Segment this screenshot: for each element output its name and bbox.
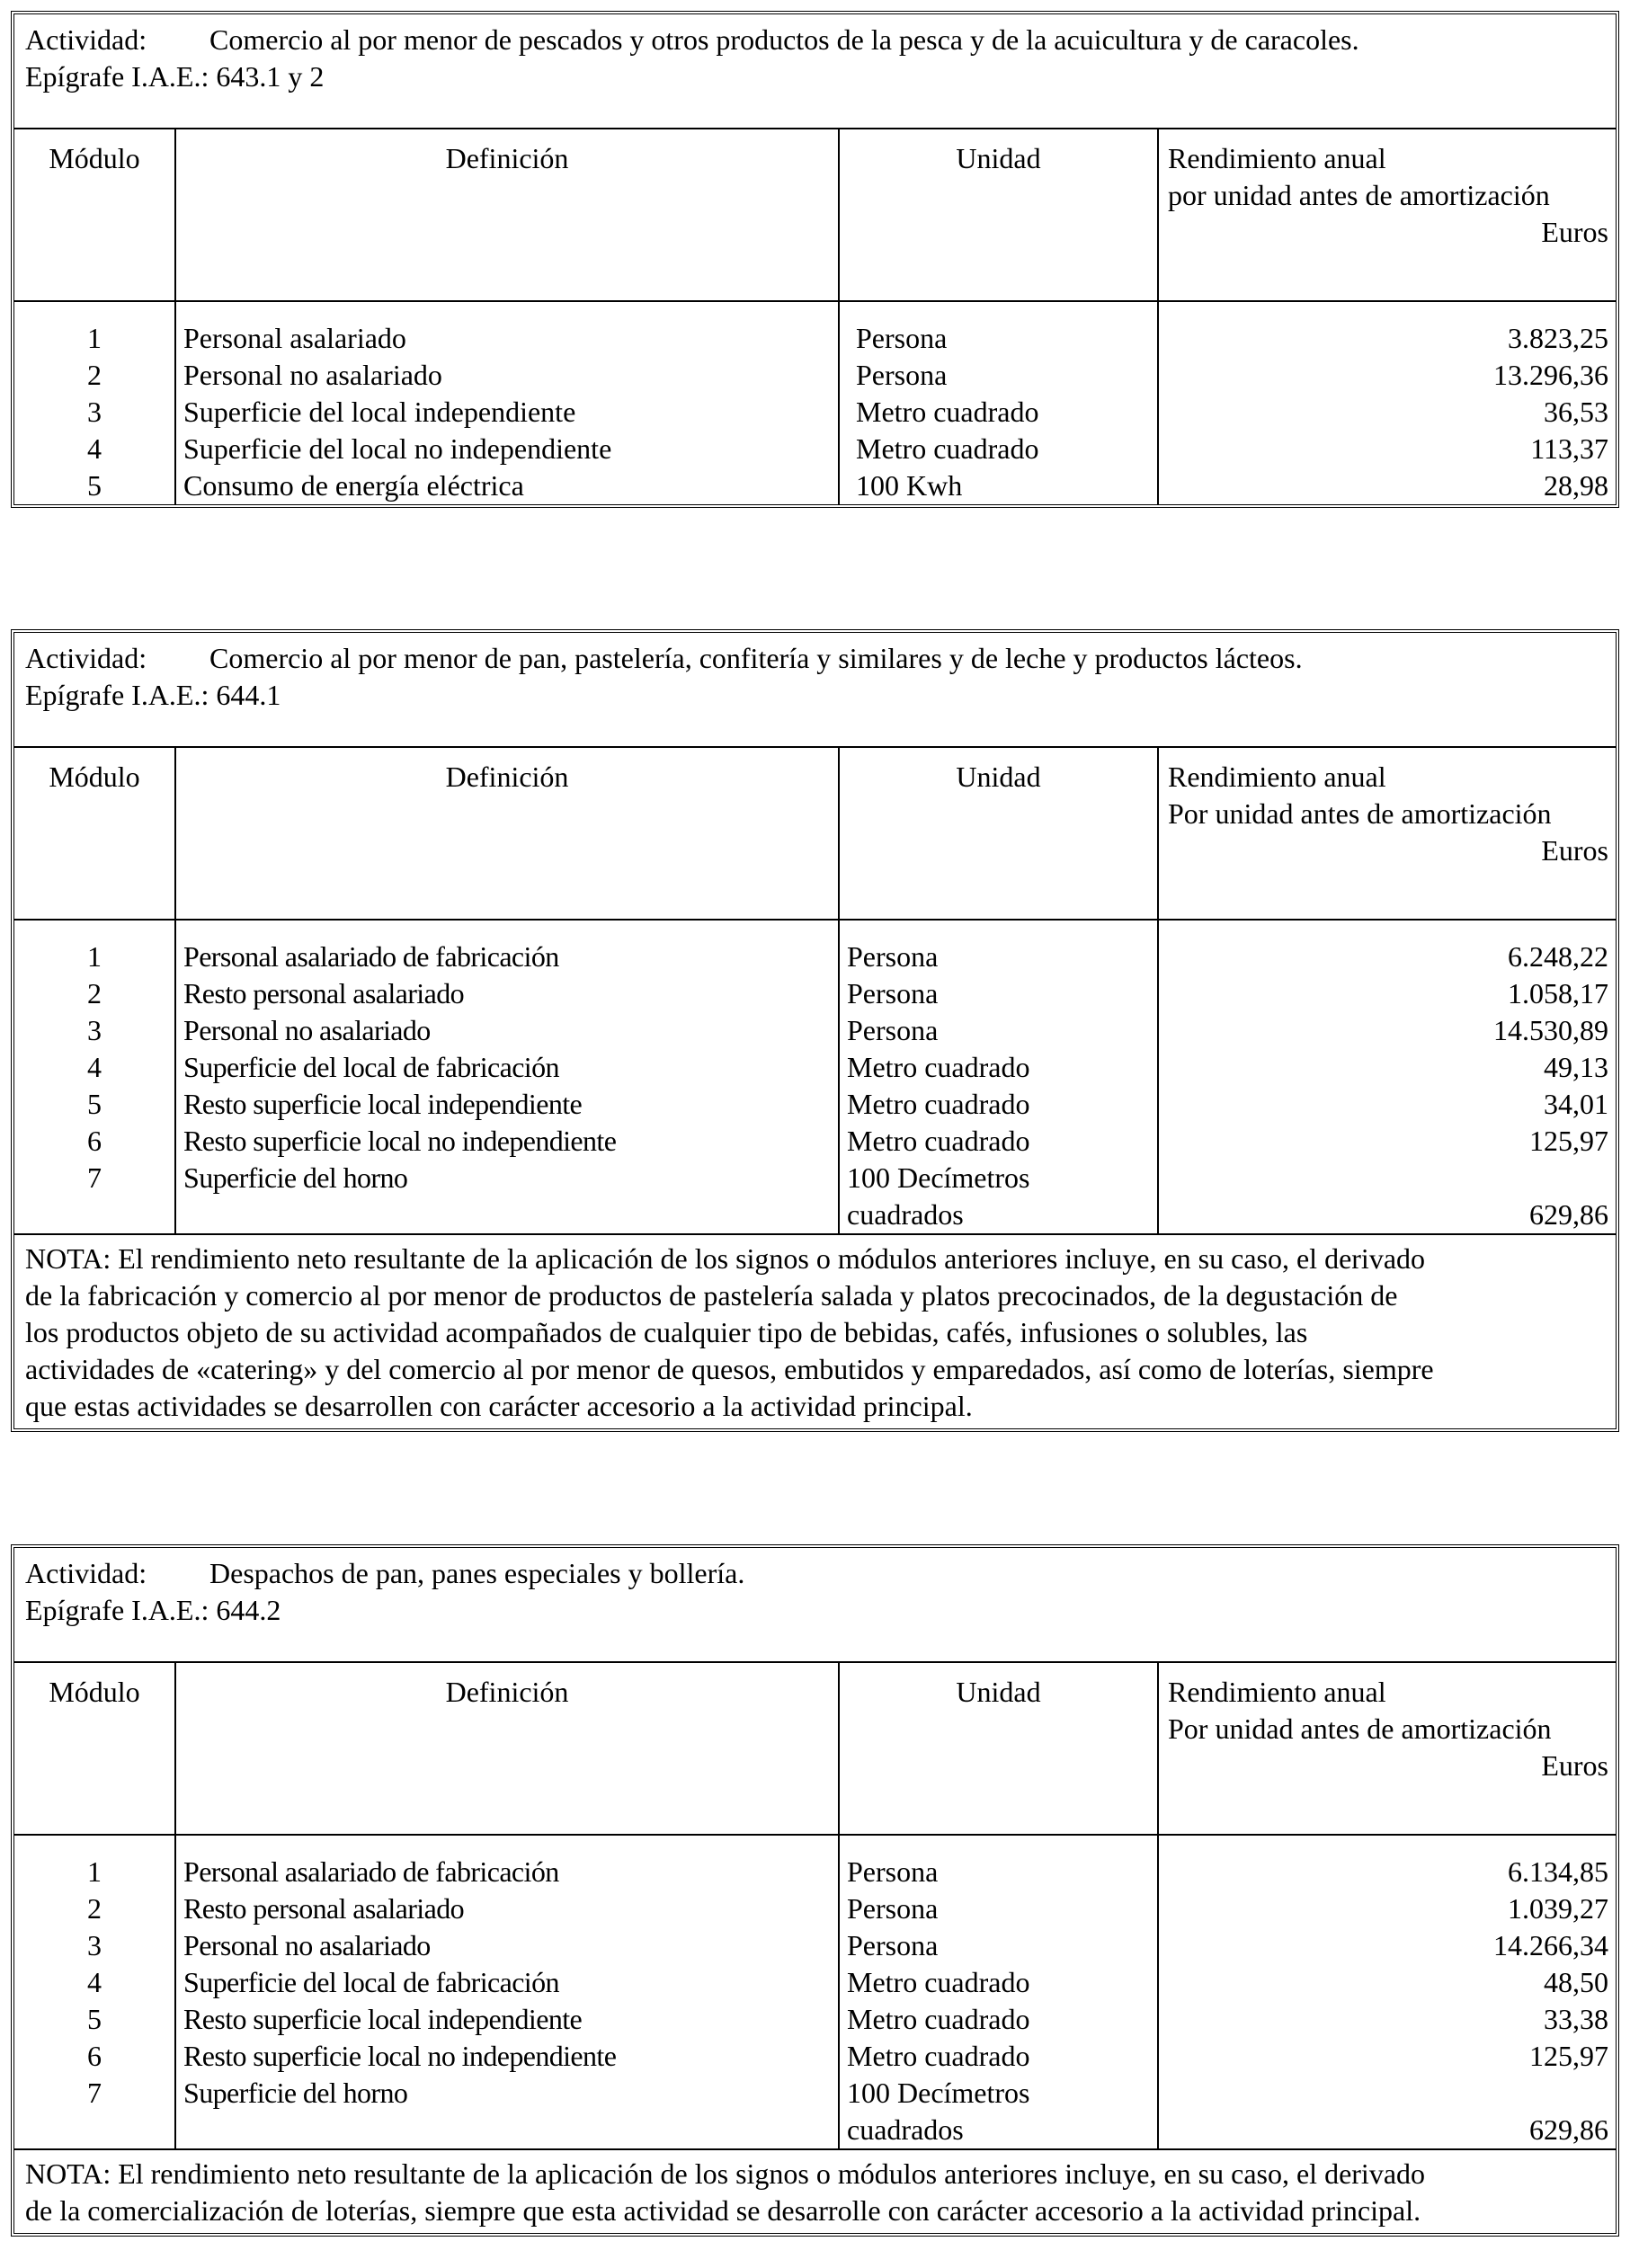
row-value: 13.296,36 [1493, 359, 1608, 391]
column-headers [14, 129, 1616, 302]
row-unit: Metro cuadrado [847, 2003, 1030, 2035]
column-unidad [838, 921, 1157, 1233]
row-module-number: 7 [87, 2077, 102, 2109]
row-value: 34,01 [1544, 1088, 1608, 1120]
row-value: 1.039,27 [1508, 1892, 1608, 1925]
column-definicion [174, 302, 838, 504]
epigrafe: Epígrafe I.A.E.: 644.2 [25, 1594, 281, 1626]
activity-label: Actividad: [25, 23, 147, 56]
column-definicion [174, 921, 838, 1233]
row-module-number: 4 [87, 432, 102, 465]
nota-line: NOTA: El rendimiento neto resultante de la aplicación de los signos o módulos anteriores incluye, en su caso, el derivado [25, 1242, 1426, 1275]
column-headers [14, 1663, 1616, 1836]
header-rendimiento [1157, 1663, 1616, 1836]
activity-header [14, 14, 1616, 129]
row-value: 48,50 [1544, 1966, 1608, 1998]
row-definition: Personal asalariado de fabricación [183, 940, 559, 973]
row-definition: Personal asalariado de fabricación [183, 1855, 559, 1888]
row-value: 6.248,22 [1508, 940, 1608, 973]
nota [14, 2148, 1616, 2233]
row-module-number: 2 [87, 977, 102, 1009]
header-definicion: Definición [174, 129, 838, 302]
header-rendimiento-line1: Rendimiento anual [1168, 142, 1386, 174]
row-module-number: 4 [87, 1051, 102, 1083]
row-value: 6.134,85 [1508, 1855, 1608, 1888]
row-module-number: 4 [87, 1966, 102, 1998]
header-unidad: Unidad [838, 129, 1157, 302]
nota [14, 1233, 1616, 1428]
header-definicion: Definición [174, 748, 838, 921]
row-value: 629,86 [1529, 1198, 1608, 1231]
row-value: 14.530,89 [1493, 1014, 1608, 1046]
nota-line: que estas actividades se desarrollen con carácter accesorio a la actividad principal. [25, 1390, 973, 1422]
activity-name: Comercio al por menor de pescados y otros productos de la pesca y de la acuicultura y de caracoles. [209, 23, 1359, 56]
row-module-number: 3 [87, 1929, 102, 1961]
row-value: 125,97 [1529, 2040, 1608, 2072]
row-definition: Superficie del horno [183, 1161, 408, 1194]
modules-table-644-1 [11, 629, 1619, 1432]
row-unit: Metro cuadrado [847, 1966, 1030, 1998]
row-unit: Persona [847, 1855, 939, 1888]
row-definition: Superficie del local de fabricación [183, 1051, 559, 1083]
row-value: 14.266,34 [1493, 1929, 1608, 1961]
row-unit: Persona [847, 977, 939, 1009]
column-rendimiento [1157, 1836, 1616, 2148]
row-module-number: 3 [87, 1014, 102, 1046]
header-rendimiento-units: Euros [1541, 834, 1608, 867]
row-definition: Resto superficie local independiente [183, 2003, 583, 2035]
row-definition: Resto personal asalariado [183, 1892, 465, 1925]
table-body [14, 921, 1616, 1233]
row-value-spacer [1168, 2075, 1608, 2112]
row-unit: Metro cuadrado [856, 432, 1039, 465]
epigrafe: Epígrafe I.A.E.: 643.1 y 2 [25, 60, 325, 93]
row-value: 125,97 [1529, 1125, 1608, 1157]
activity-label: Actividad: [25, 642, 147, 674]
table-body [14, 302, 1616, 504]
column-definicion [174, 1836, 838, 2148]
row-value: 33,38 [1544, 2003, 1608, 2035]
row-unit: 100 Decímetros [847, 2077, 1030, 2109]
header-modulo: Módulo [14, 129, 174, 302]
row-value: 3.823,25 [1508, 322, 1608, 354]
activity-line [25, 1555, 1605, 1592]
row-module-number: 2 [87, 1892, 102, 1925]
activity-line [25, 22, 1605, 58]
activity-name: Despachos de pan, panes especiales y bollería. [209, 1557, 745, 1589]
row-unit: 100 Decímetros [847, 1161, 1030, 1194]
row-value: 28,98 [1544, 469, 1608, 502]
row-definition: Superficie del local de fabricación [183, 1966, 559, 1998]
header-rendimiento [1157, 129, 1616, 302]
column-modulo [14, 302, 174, 504]
row-unit: Metro cuadrado [847, 1051, 1030, 1083]
header-rendimiento-line2: Por unidad antes de amortización [1168, 797, 1552, 830]
header-rendimiento-units: Euros [1541, 1749, 1608, 1782]
row-value-spacer [1168, 1160, 1608, 1196]
row-definition: Superficie del local independiente [183, 396, 576, 428]
row-value: 49,13 [1544, 1051, 1608, 1083]
row-definition: Superficie del horno [183, 2077, 408, 2109]
row-unit-continued: cuadrados [847, 1198, 964, 1231]
row-definition: Personal asalariado [183, 322, 406, 354]
row-definition: Resto superficie local no independiente [183, 2040, 617, 2072]
header-unidad: Unidad [838, 1663, 1157, 1836]
header-rendimiento-units: Euros [1541, 216, 1608, 248]
row-unit: Persona [856, 359, 948, 391]
row-unit: Metro cuadrado [847, 1088, 1030, 1120]
row-definition: Superficie del local no independiente [183, 432, 612, 465]
row-value: 113,37 [1530, 432, 1608, 465]
row-module-number: 1 [87, 940, 102, 973]
nota-line: NOTA: El rendimiento neto resultante de la aplicación de los signos o módulos anteriores incluye, en su caso, el derivado [25, 2157, 1426, 2190]
row-definition: Resto superficie local no independiente [183, 1125, 617, 1157]
epigrafe: Epígrafe I.A.E.: 644.1 [25, 679, 281, 711]
row-module-number: 6 [87, 2040, 102, 2072]
row-unit: Metro cuadrado [847, 2040, 1030, 2072]
row-module-number: 5 [87, 1088, 102, 1120]
column-unidad [838, 302, 1157, 504]
row-module-number: 1 [87, 322, 102, 354]
row-value: 36,53 [1544, 396, 1608, 428]
column-rendimiento [1157, 302, 1616, 504]
activity-header [14, 633, 1616, 748]
row-definition: Resto superficie local independiente [183, 1088, 583, 1120]
nota-line: de la comercialización de loterías, siempre que esta actividad se desarrolle con carácter accesorio a la actividad principal. [25, 2194, 1421, 2227]
header-definicion: Definición [174, 1663, 838, 1836]
row-unit: Metro cuadrado [847, 1125, 1030, 1157]
column-headers [14, 748, 1616, 921]
activity-header [14, 1548, 1616, 1663]
row-definition: Personal no asalariado [183, 1929, 431, 1961]
modules-table-644-2 [11, 1544, 1619, 2237]
row-module-number: 7 [87, 1161, 102, 1194]
row-module-number: 5 [87, 2003, 102, 2035]
column-modulo [14, 921, 174, 1233]
row-definition: Personal no asalariado [183, 359, 442, 391]
row-unit: Persona [847, 1892, 939, 1925]
row-unit: Metro cuadrado [856, 396, 1039, 428]
row-unit: 100 Kwh [856, 469, 963, 502]
column-rendimiento [1157, 921, 1616, 1233]
activity-label: Actividad: [25, 1557, 147, 1589]
header-unidad: Unidad [838, 748, 1157, 921]
row-unit: Persona [856, 322, 948, 354]
row-module-number: 3 [87, 396, 102, 428]
header-rendimiento-line1: Rendimiento anual [1168, 1676, 1386, 1708]
row-definition: Personal no asalariado [183, 1014, 431, 1046]
column-unidad [838, 1836, 1157, 2148]
row-value: 629,86 [1529, 2113, 1608, 2146]
header-modulo: Módulo [14, 748, 174, 921]
column-modulo [14, 1836, 174, 2148]
row-module-number: 1 [87, 1855, 102, 1888]
row-unit: Persona [847, 940, 939, 973]
row-module-number: 6 [87, 1125, 102, 1157]
row-unit-continued: cuadrados [847, 2113, 964, 2146]
activity-line [25, 640, 1605, 677]
row-value: 1.058,17 [1508, 977, 1608, 1009]
nota-line: los productos objeto de su actividad acompañados de cualquier tipo de bebidas, cafés, infusiones o solubles, las [25, 1316, 1308, 1348]
header-rendimiento [1157, 748, 1616, 921]
row-definition: Resto personal asalariado [183, 977, 465, 1009]
activity-name: Comercio al por menor de pan, pastelería, confitería y similares y de leche y productos lácteos. [209, 642, 1303, 674]
table-body [14, 1836, 1616, 2148]
nota-line: de la fabricación y comercio al por menor de productos de pastelería salada y platos precocinados, de la degustación de [25, 1279, 1398, 1312]
header-rendimiento-line2: por unidad antes de amortización [1168, 179, 1550, 211]
row-module-number: 2 [87, 359, 102, 391]
header-modulo: Módulo [14, 1663, 174, 1836]
nota-line: actividades de «catering» y del comercio al por menor de quesos, embutidos y emparedados, así como de loterías, siempre [25, 1353, 1434, 1385]
modules-table-643 [11, 11, 1619, 508]
row-module-number: 5 [87, 469, 102, 502]
row-unit: Persona [847, 1929, 939, 1961]
row-definition: Consumo de energía eléctrica [183, 469, 524, 502]
header-rendimiento-line1: Rendimiento anual [1168, 760, 1386, 793]
header-rendimiento-line2: Por unidad antes de amortización [1168, 1712, 1552, 1745]
row-unit: Persona [847, 1014, 939, 1046]
